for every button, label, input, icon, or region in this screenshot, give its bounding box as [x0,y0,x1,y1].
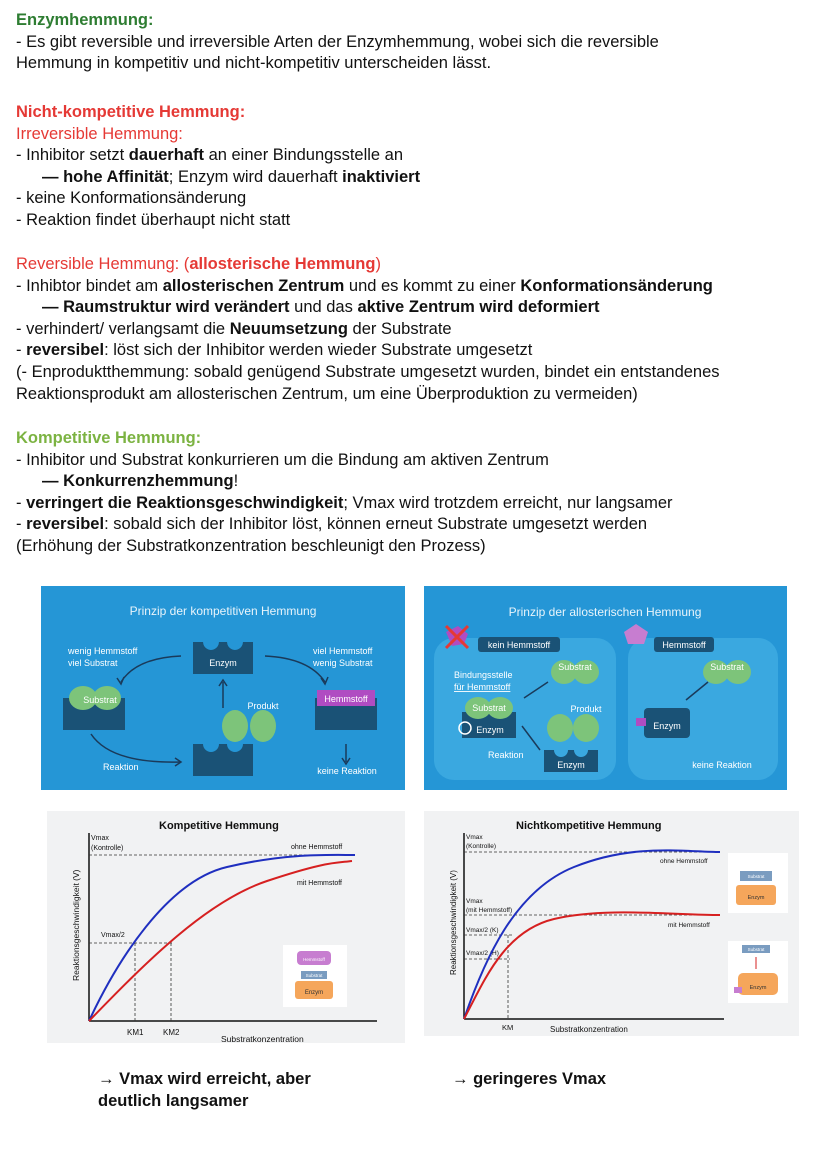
label-enzym: Enzym [653,721,681,731]
vmax2-mit-label: (mit Hemmstoff) [466,907,513,914]
text-line: - verhindert/ verlangsamt die Neuumsetzung der Substrate [16,319,452,338]
label-hemmstoff: Hemmstoff [324,694,368,704]
inset-label-enzym: Enzym [747,895,765,901]
conclusion-line: deutlich langsamer [98,1092,249,1110]
section-kompetitiv [16,428,816,558]
label-enzym: Enzym [476,725,504,735]
conclusion-nichtkompetitiv [452,1068,606,1090]
product [573,714,599,742]
chart-nichtkompetitive-hemmung [424,811,799,1036]
diagram-allosterische-hemmung [424,586,787,790]
text-line: — Raumstruktur wird verändert und das aktive Zentrum wird deformiert [42,298,600,317]
conclusion-line: → geringeres Vmax [452,1070,607,1088]
section-allosterisch [16,254,816,405]
inset-label-substrat: Substrat [747,947,765,952]
section-enzymhemmung [16,10,816,75]
text-line: - reversibel: löst sich der Inhibitor werden wieder Substrate umgesetzt [16,341,533,360]
series-label-ohne: ohne Hemmstoff [291,844,343,851]
text-line: (Erhöhung der Substratkonzentration beschleunigt den Prozess) [16,536,486,555]
chart-kompetitive-hemmung [47,811,405,1043]
x-axis-label: Substratkonzentration [221,1034,304,1043]
label-reaktion: Reaktion [103,762,139,772]
vmax-label: Vmax [466,834,483,841]
subheading-irreversibel: Irreversible Hemmung: [16,124,183,143]
text-line: Reaktionsprodukt am allosterischen Zentrum, um eine Überproduktion zu vermeiden) [16,384,638,403]
product [547,714,573,742]
label-viel-substrat: viel Substrat [68,658,118,668]
inset-label-hemmstoff: Hemmstoff [303,957,325,962]
label-substrat: Substrat [710,662,744,672]
heading-nicht-kompetitiv: Nicht-kompetitive Hemmung: [16,103,246,121]
text-line: — Konkurrenzhemmung! [42,472,239,491]
heading-kompetitiv: Kompetitive Hemmung: [16,429,202,447]
half-k-label: Vmax/2 (K) [466,927,499,934]
label-wenig-substrat: wenig Substrat [313,658,373,668]
section-nicht-kompetitiv [16,102,816,232]
label-substrat: Substrat [472,703,506,713]
label-kein-hemmstoff: kein Hemmstoff [487,640,551,650]
label-produkt: Produkt [570,704,602,714]
text-line: - Inhibtor bindet am allosterischen Zentrum und es kommt zu einer Konformationsänderung [16,276,713,295]
text-line: - Es gibt reversible und irreversible Arten der Enzymhemmung, wobei sich die reversible [16,32,659,51]
text-line: - Reaktion findet überhaupt nicht statt [16,210,291,229]
conclusion-kompetitiv [98,1068,311,1112]
half-h-label: Vmax/2 (H) [466,950,499,957]
chart-title: Nichtkompetitive Hemmung [516,820,662,832]
y-axis-label: Reaktionsgeschwindigkeit (V) [449,870,458,975]
inset-inhibitor [734,987,742,993]
y-axis-label: Reaktionsgeschwindigkeit (V) [71,869,81,981]
label-fuer-hemmstoff: für Hemmstoff [454,682,511,692]
product [250,710,276,742]
label-bindungsstelle: Bindungsstelle [454,670,513,680]
vmax-label: Vmax [91,835,109,842]
label-enzym: Enzym [557,760,585,770]
inset-label-enzym: Enzym [304,990,324,996]
label-wenig-hemmstoff: wenig Hemmstoff [68,646,138,656]
chart-title: Kompetitive Hemmung [159,820,279,832]
enzyme-bottom [193,744,253,776]
label-substrat: Substrat [83,695,117,705]
text-line: — hohe Affinität; Enzym wird dauerhaft inaktiviert [42,167,421,186]
vmax2-label: Vmax [466,898,483,905]
heading-enzymhemmung: Enzymhemmung: [16,11,154,29]
product [222,710,248,742]
vmax-kontrolle-label: (Kontrolle) [91,845,124,852]
inset-enzyme-deformed [738,973,778,995]
inset-label-substrat: Substrat [747,874,765,879]
half-vmax-label: Vmax/2 [101,932,125,939]
series-label-ohne: ohne Hemmstoff [660,858,708,865]
inhibitor [636,718,646,726]
text-line: - Inhibitor setzt dauerhaft an einer Bindungsstelle an [16,146,404,165]
series-label-mit: mit Hemmstoff [297,880,342,887]
label-reaktion: Reaktion [488,750,524,760]
label-viel-hemmstoff: viel Hemmstoff [313,646,373,656]
x-axis-label: Substratkonzentration [550,1025,628,1034]
text-line: - verringert die Reaktionsgeschwindigkeit; Vmax wird trotzdem erreicht, nur langsamer [16,493,673,512]
inset-label-enzym: Enzym [749,985,767,991]
text-line: Hemmung in kompetitiv und nicht-kompetitiv unterscheiden lässt. [16,54,492,73]
series-label-mit: mit Hemmstoff [668,922,710,929]
km1-label: KM1 [127,1028,144,1037]
inset-label-substrat: Substrat [305,973,323,978]
subheading-reversibel: Reversible Hemmung: (allosterische Hemmung) [16,255,381,273]
text-line: - Inhibitor und Substrat konkurrieren um die Bindung am aktiven Zentrum [16,450,549,469]
label-enzym: Enzym [209,658,237,668]
diagram-kompetitive-hemmung [41,586,405,790]
label-substrat: Substrat [558,662,592,672]
label-produkt: Produkt [247,701,279,711]
label-keine-reaktion: keine Reaktion [692,760,752,770]
vmax-kontrolle-label: (Kontrolle) [466,843,496,850]
text-line: (- Enproduktthemmung: sobald genügend Substrate umgesetzt wurden, bindet ein entstandenes [16,362,720,381]
diagram-title: Prinzip der allosterischen Hemmung [508,605,702,619]
label-hemmstoff: Hemmstoff [662,640,706,650]
text-line: - reversibel: sobald sich der Inhibitor löst, können erneut Substrate umgesetzt werden [16,515,648,534]
km-label: KM [502,1023,514,1032]
conclusion-line: → Vmax wird erreicht, aber [98,1070,311,1088]
label-keine-reaktion: keine Reaktion [317,766,377,776]
text-line: - keine Konformationsänderung [16,189,247,208]
km2-label: KM2 [163,1028,180,1037]
diagram-title: Prinzip der kompetitiven Hemmung [129,604,317,618]
